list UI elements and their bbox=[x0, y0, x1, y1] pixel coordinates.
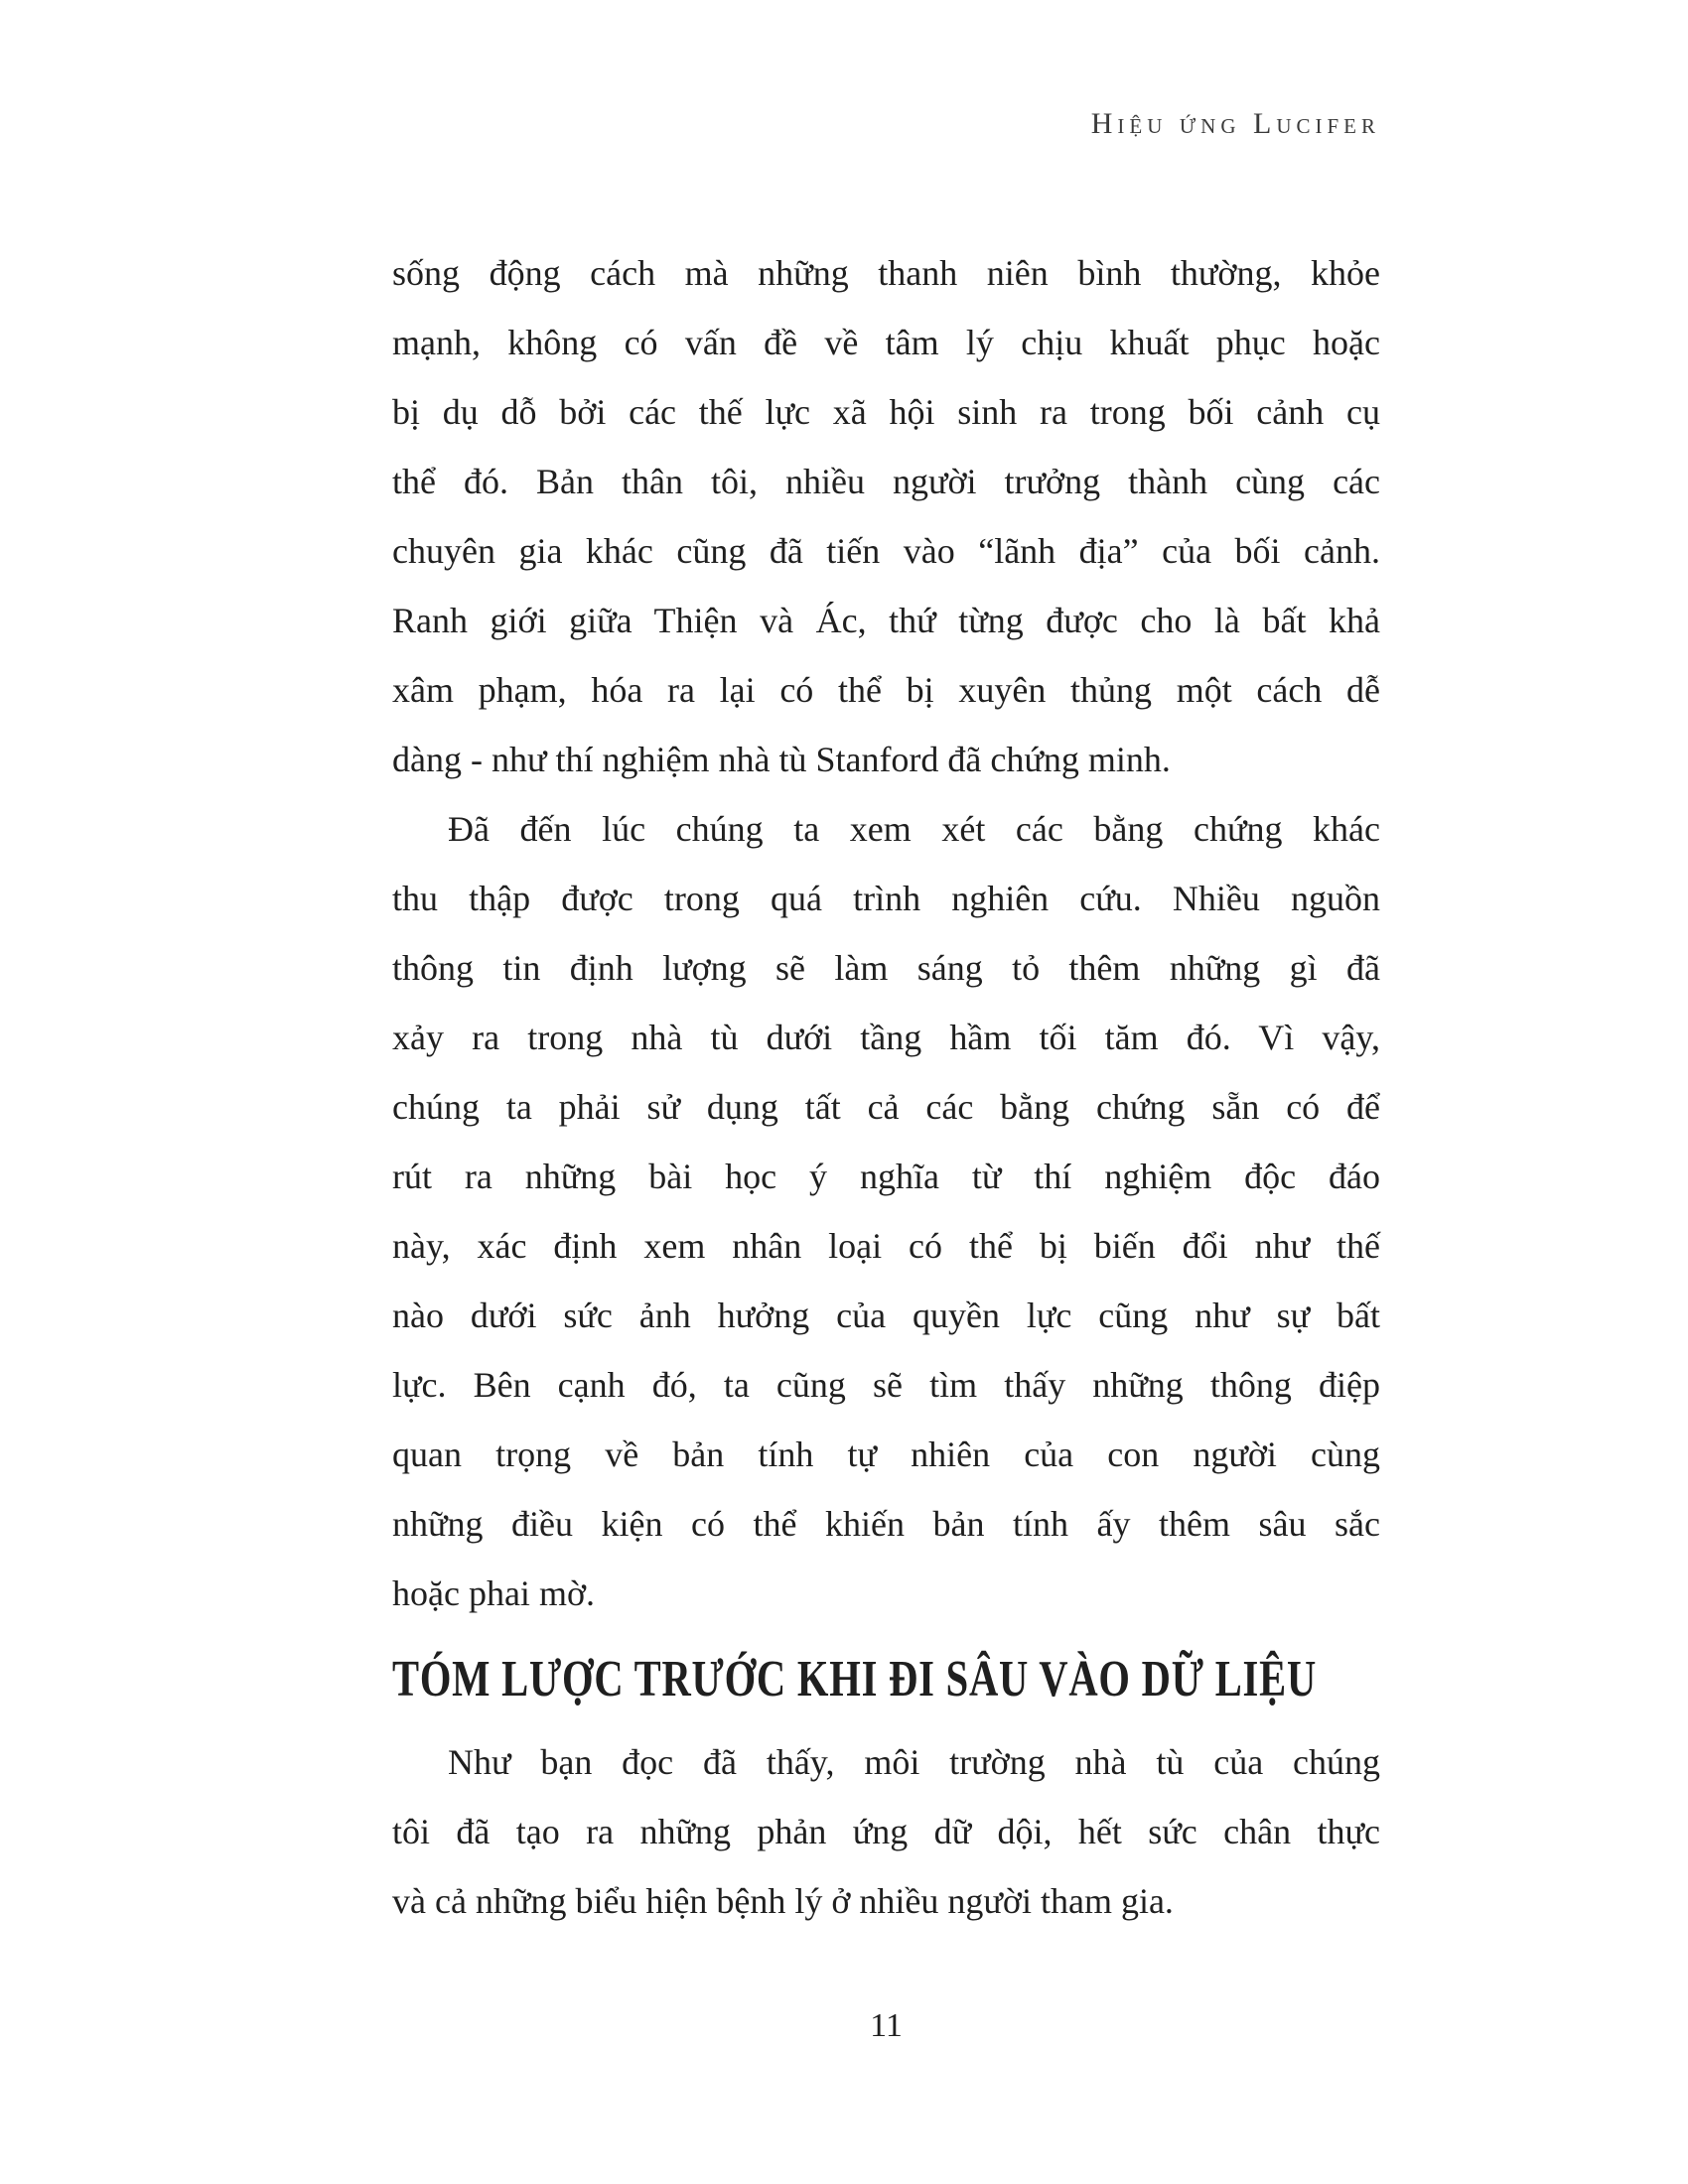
text-line: chuyên gia khác cũng đã tiến vào “lãnh địa” của bối cảnh. bbox=[392, 531, 1380, 571]
section-heading: TÓM LƯỢC TRƯỚC KHI ĐI SÂU VÀO DỮ LIỆU bbox=[392, 1651, 1318, 1707]
text-line: thể đó. Bản thân tôi, nhiều người trưởng thành cùng các bbox=[392, 462, 1380, 501]
text-line: dàng - như thí nghiệm nhà tù Stanford đã chứng minh. bbox=[392, 740, 1171, 779]
text-line: này, xác định xem nhân loại có thể bị biến đổi như thế bbox=[392, 1226, 1380, 1266]
running-header-title: Hiệu ứng Lucifer bbox=[1090, 107, 1380, 140]
paragraph bbox=[392, 1727, 1380, 1936]
text-line: Như bạn đọc đã thấy, môi trường nhà tù của chúng bbox=[448, 1742, 1380, 1782]
paragraph bbox=[392, 238, 1380, 794]
text-line: Ranh giới giữa Thiện và Ác, thứ từng được cho là bất khả bbox=[392, 601, 1380, 640]
text-line: quan trọng về bản tính tự nhiên của con người cùng bbox=[392, 1434, 1380, 1474]
text-line: xảy ra trong nhà tù dưới tầng hầm tối tăm đó. Vì vậy, bbox=[392, 1018, 1380, 1057]
text-line: mạnh, không có vấn đề về tâm lý chịu khuất phục hoặc bbox=[392, 323, 1380, 362]
page-number: 11 bbox=[870, 2007, 903, 2044]
text-line: và cả những biểu hiện bệnh lý ở nhiều người tham gia. bbox=[392, 1881, 1174, 1921]
text-line: lực. Bên cạnh đó, ta cũng sẽ tìm thấy những thông điệp bbox=[392, 1365, 1380, 1405]
text-line: nào dưới sức ảnh hưởng của quyền lực cũng như sự bất bbox=[392, 1296, 1380, 1335]
text-line: chúng ta phải sử dụng tất cả các bằng chứng sẵn có để bbox=[392, 1087, 1380, 1127]
text-line: rút ra những bài học ý nghĩa từ thí nghiệm độc đáo bbox=[392, 1157, 1380, 1196]
text-line: Đã đến lúc chúng ta xem xét các bằng chứng khác bbox=[448, 809, 1380, 849]
text-line: bị dụ dỗ bởi các thế lực xã hội sinh ra trong bối cảnh cụ bbox=[392, 392, 1380, 432]
text-line: tôi đã tạo ra những phản ứng dữ dội, hết sức chân thực bbox=[392, 1812, 1380, 1851]
text-line: sống động cách mà những thanh niên bình thường, khỏe bbox=[392, 253, 1380, 293]
text-line: những điều kiện có thể khiến bản tính ấy thêm sâu sắc bbox=[392, 1504, 1380, 1544]
text-line: thu thập được trong quá trình nghiên cứu. Nhiều nguồn bbox=[392, 879, 1380, 918]
page-content bbox=[392, 238, 1380, 1936]
text-line: hoặc phai mờ. bbox=[392, 1573, 595, 1613]
paragraph bbox=[392, 794, 1380, 1628]
text-line: xâm phạm, hóa ra lại có thể bị xuyên thủng một cách dễ bbox=[392, 670, 1380, 710]
text-line: thông tin định lượng sẽ làm sáng tỏ thêm những gì đã bbox=[392, 948, 1380, 988]
